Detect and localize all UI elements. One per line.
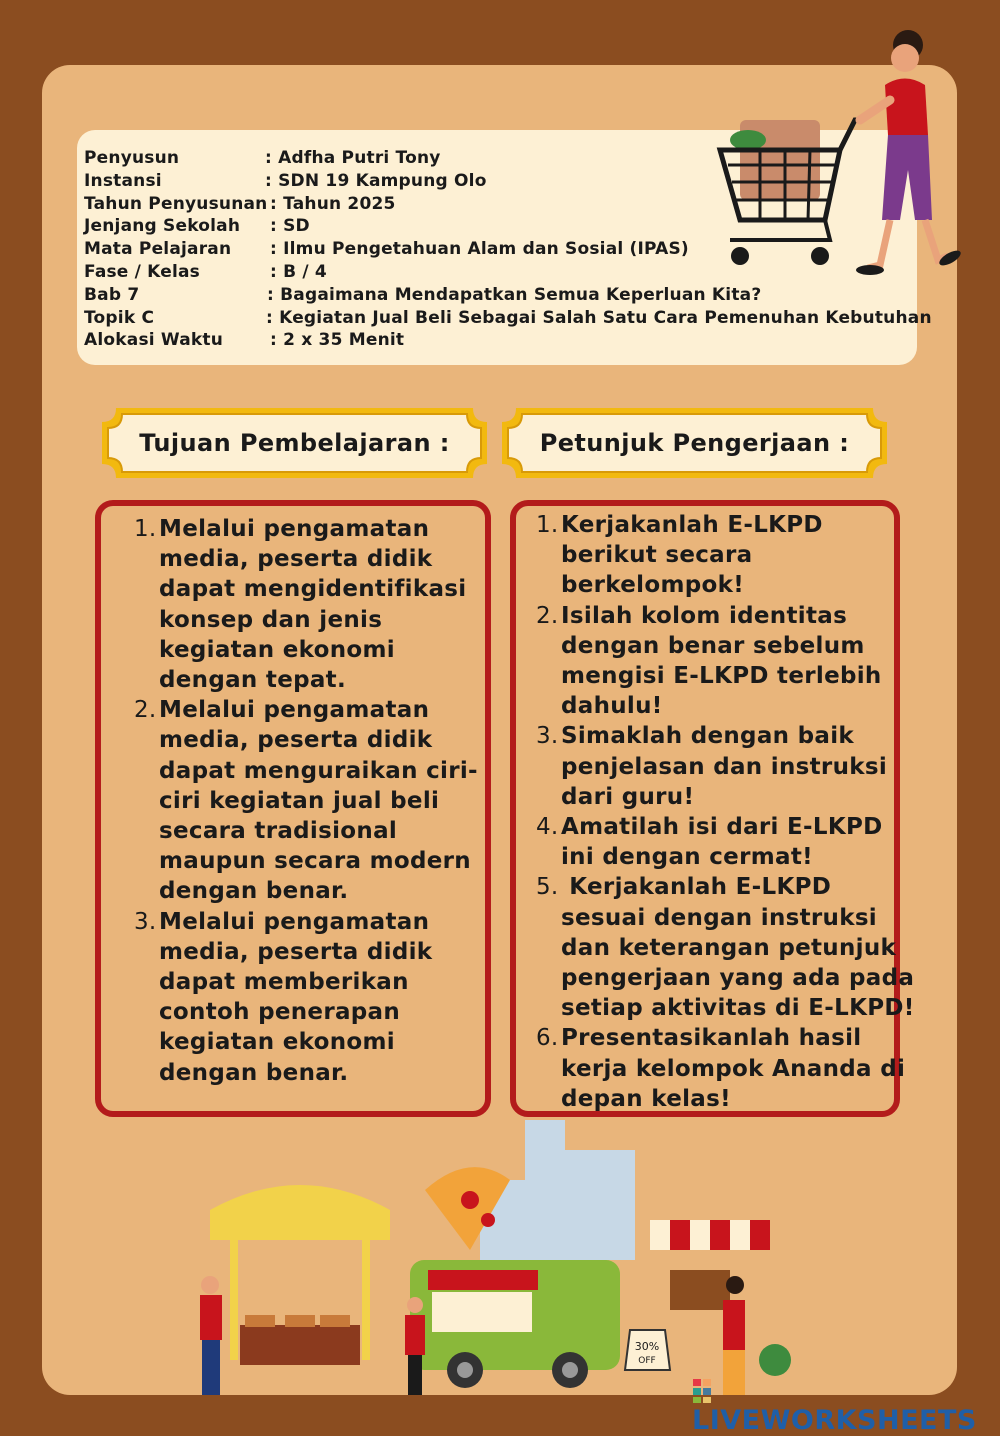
petunjuk-item-number: 5.	[536, 874, 559, 901]
tujuan-item-line: media, peserta didik	[159, 938, 433, 965]
identity-row	[84, 239, 689, 260]
petunjuk-item-line: dan keterangan petunjuk	[561, 934, 897, 961]
liveworksheets-logo	[692, 1374, 1000, 1436]
tujuan-item-line: kegiatan ekonomi	[159, 1029, 395, 1056]
tujuan-banner	[96, 402, 493, 484]
liveworksheets-mark-icon	[692, 1378, 712, 1404]
petunjuk-item-line: berikut secara	[561, 542, 753, 569]
petunjuk-item-line: ini dengan cermat!	[561, 844, 813, 871]
petunjuk-item	[536, 1023, 906, 1114]
identity-row	[84, 170, 487, 191]
liveworksheets-text: LIVEWORKSHEETS	[692, 1405, 977, 1436]
petunjuk-item-line: dari guru!	[561, 783, 695, 810]
tujuan-item	[134, 907, 474, 1088]
identity-label: Topik C	[84, 307, 155, 328]
tujuan-item-line: Melalui pengamatan	[159, 516, 430, 542]
petunjuk-item-number: 6.	[536, 1025, 559, 1052]
tujuan-item-number: 3.	[134, 908, 157, 935]
identity-label: Bab 7	[84, 284, 140, 305]
petunjuk-item-line: depan kelas!	[561, 1085, 731, 1112]
tujuan-item	[134, 695, 478, 906]
petunjuk-banner	[496, 402, 893, 484]
petunjuk-item-line: dengan benar sebelum	[561, 632, 865, 659]
identity-label: Penyusun	[84, 148, 180, 168]
petunjuk-item-line: kerja kelompok Ananda di	[561, 1055, 906, 1082]
petunjuk-item-number: 2.	[536, 602, 559, 629]
petunjuk-item-line: penjelasan dan instruksi	[561, 753, 888, 780]
petunjuk-item-line: Isilah kolom identitas	[561, 602, 848, 629]
petunjuk-item-line: sesuai dengan instruksi	[561, 904, 877, 931]
identity-label: Tahun Penyusunan	[84, 193, 268, 214]
tujuan-item-number: 2.	[134, 697, 157, 724]
petunjuk-item	[536, 510, 896, 601]
petunjuk-title: Petunjuk Pengerjaan :	[539, 429, 850, 457]
identity-value: : Kegiatan Jual Beli Sebagai Salah Satu Cara Pemenuhan Kebutuhan	[266, 307, 932, 328]
shopper-illustration	[700, 20, 965, 280]
identity-value: : Adfha Putri Tony	[265, 148, 441, 168]
tujuan-item-number: 1.	[134, 516, 157, 542]
tujuan-item-line: dapat menguraikan ciri-	[159, 757, 478, 784]
tujuan-item-line: kegiatan ekonomi	[159, 636, 395, 663]
petunjuk-item-line: mengisi E-LKPD terlebih	[561, 663, 882, 690]
shopping-cart-icon	[720, 120, 862, 265]
tujuan-item-line: dapat memberikan	[159, 969, 409, 996]
identity-value: : Tahun 2025	[270, 193, 396, 214]
tujuan-item-line: secara tradisional	[159, 818, 398, 845]
tujuan-item-line: Melalui pengamatan	[159, 908, 430, 935]
petunjuk-item-line: Kerjakanlah E-LKPD	[561, 874, 832, 901]
identity-label: Fase / Kelas	[84, 262, 201, 282]
petunjuk-item	[536, 872, 915, 1023]
tujuan-item	[134, 514, 474, 695]
tujuan-item-line: dengan benar.	[159, 1059, 349, 1086]
identity-value: : Ilmu Pengetahuan Alam dan Sosial (IPAS)	[270, 239, 689, 260]
tujuan-item-line: maupun secara modern	[159, 848, 471, 875]
tujuan-item-line: media, peserta didik	[159, 727, 433, 754]
tujuan-item-line: Melalui pengamatan	[159, 697, 430, 724]
identity-label: Jenjang Sekolah	[84, 216, 241, 237]
tujuan-item-line: media, peserta didik	[159, 546, 433, 573]
petunjuk-item-line: Amatilah isi dari E-LKPD	[561, 814, 883, 841]
petunjuk-item	[536, 721, 896, 812]
woman-figure	[856, 30, 963, 275]
tujuan-item-line: contoh penerapan	[159, 999, 401, 1026]
identity-value: : SD	[270, 216, 310, 237]
sign-off: OFF	[638, 1356, 656, 1366]
identity-row	[84, 148, 441, 168]
petunjuk-item-line: dahulu!	[561, 693, 663, 720]
identity-row	[84, 307, 932, 328]
market-illustration	[170, 1120, 830, 1410]
tujuan-title: Tujuan Pembelajaran :	[139, 429, 450, 457]
identity-row	[84, 284, 762, 305]
petunjuk-list	[536, 510, 915, 1114]
tujuan-item-line: konsep dan jenis	[159, 606, 383, 633]
tujuan-item-line: dengan tepat.	[159, 667, 347, 694]
petunjuk-item-line: pengerjaan yang ada pada	[561, 965, 915, 992]
petunjuk-item-line: Presentasikanlah hasil	[561, 1025, 862, 1052]
petunjuk-item-number: 3.	[536, 723, 559, 750]
identity-row	[84, 262, 327, 282]
identity-label: Instansi	[84, 170, 162, 191]
identity-value: : B / 4	[270, 262, 327, 282]
petunjuk-item-number: 4.	[536, 814, 559, 841]
tujuan-item-line: dengan benar.	[159, 878, 349, 905]
petunjuk-item-number: 1.	[536, 512, 559, 538]
identity-value: : Bagaimana Mendapatkan Semua Keperluan Kita?	[267, 284, 762, 305]
tujuan-item-line: ciri kegiatan jual beli	[159, 787, 440, 814]
petunjuk-item-line: setiap aktivitas di E-LKPD!	[561, 995, 915, 1022]
identity-value: : SDN 19 Kampung Olo	[265, 170, 487, 191]
identity-label: Alokasi Waktu	[84, 330, 224, 351]
sign-discount: 30%	[634, 1340, 660, 1353]
identity-row	[84, 330, 405, 351]
petunjuk-item-line: Simaklah dengan baik	[561, 723, 854, 750]
petunjuk-item-line: berkelompok!	[561, 572, 744, 599]
petunjuk-item-line: Kerjakanlah E-LKPD	[561, 512, 823, 538]
identity-row	[84, 216, 310, 237]
identity-label: Mata Pelajaran	[84, 239, 232, 260]
petunjuk-item	[536, 601, 896, 722]
identity-row	[84, 193, 396, 214]
tujuan-list	[134, 514, 478, 1088]
identity-value: : 2 x 35 Menit	[270, 330, 405, 351]
petunjuk-item	[536, 812, 896, 872]
tujuan-item-line: dapat mengidentifikasi	[159, 576, 467, 603]
